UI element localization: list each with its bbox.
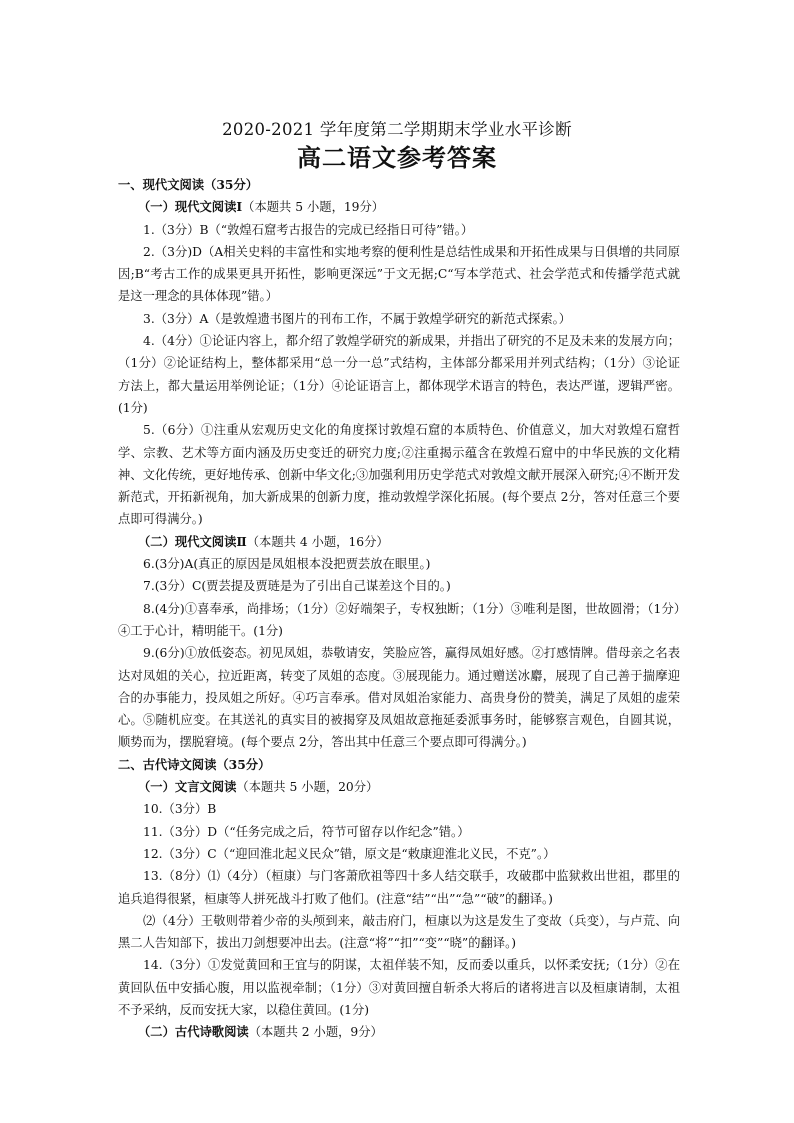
answer-item: 7.(3分）C(贾芸提及贾琏是为了引出自己谋差这个目的。): [143, 579, 451, 594]
subsection-note: （本题共 5 小题，20分）: [236, 780, 379, 795]
subsection-heading: [118, 1021, 680, 1043]
exam-title: 2020-2021 学年度第二学期期末学业水平诊断: [222, 120, 572, 139]
answer-item: 12.（3分）C（“迎回淮北起义民众”错，原文是“敕康迎淮北义民，不克”。）: [143, 846, 556, 861]
answer-item: 9.(6分)①放低姿态。初见凤姐，恭敬请安，笑脸应答，赢得凤姐好感。②打感情牌。借母亲之名表达对凤姐的关心，拉近距离，转变了凤姐的态度。③展现能力。通过赠送冰麝，展现了自己善于揣摩迎合的办事能力，投凤姐之所好。④巧言奉承。借对凤姐治家能力、高贵身份的赞美，满足了凤姐的虚荣心。⑤随机应变。在其送礼的真实目的被揭穿及凤姐故意拖延委派事务时，能够察言观色，自圆其说，顺势而为，摆脱窘境。(每个要点 2分，答出其中任意三个要点即可得满分。): [118, 646, 680, 750]
answer-item: ⑵（4分）王敬则带着少帝的头颅到来，敲击府门，桓康以为这是发生了变故（兵变），与卢荒、向黑二人告知部下，拔出刀剑想要冲出去。(注意“将”“扣”“变”“晓”的翻译。): [118, 913, 680, 951]
subsection-label: （一）文言文阅读: [138, 779, 237, 795]
answer-content: [118, 174, 680, 1044]
answer-item: 6.(3分)A(真正的原因是凤姐根本没把贾芸放在眼里。): [143, 557, 431, 572]
subsection-label: （一）现代文阅读Ⅰ: [138, 199, 243, 215]
answer-item: 14.（3分）①发觉黄回和王宜与的阴谋，太祖佯装不知，反而委以重兵，以怀柔安抚;（1分）②在黄回队伍中安插心腹，用以监视牵制；（1分）③对黄回擅自斩杀大将后的诸将进言以及桓康请制，太祖不予采纳，反而安抚大家，以稳住黄回。(1分): [118, 958, 680, 1017]
section-heading: 二、古代诗文阅读（35分）: [118, 756, 271, 772]
subsection-heading: [118, 196, 680, 218]
answer-item: 8.(4分)①喜奉承，尚排场；（1分）②好端架子，专权独断；（1分）③唯利是图，世故圆滑；（1分）④工于心计，精明能干。(1分): [118, 601, 680, 638]
subsection-label: （二）古代诗歌阅读: [138, 1024, 249, 1040]
subsection-label: （二）现代文阅读Ⅱ: [138, 533, 247, 549]
subsection-heading: [118, 531, 680, 553]
answer-item: 5.（6分）①注重从宏观历史文化的角度探讨敦煌石窟的本质特色、价值意义，加大对敦煌石窟哲学、宗教、艺术等方面内涵及历史变迁的研究力度;②注重揭示蕴含在敦煌石窟中的中华民族的文化精神、文化传统，更好地传承、创新中华文化;③加强利用历史学范式对敦煌文献开展深入研究;④不断开发新范式，开拓新视角，加大新成果的创新力度，推动敦煌学深化拓展。(每个要点 2分，答对任意三个要点即可得满分。): [118, 423, 680, 527]
answer-item: 3.（3分）A（是敦煌遗书图片的刊布工作，不属于敦煌学研究的新范式探索。）: [143, 311, 572, 326]
answer-item: 2.（3分)D（A相关史料的丰富性和实地考察的便利性是总结性成果和开拓性成果与日俱增的共同原因;B“考古工作的成果更具开拓性，影响更深远”于文无据;C“写本学范式、社会学范式和传播学范式就是这一理念的具体体现”错。）: [118, 244, 680, 304]
section-heading: 一、现代文阅读（35分）: [118, 177, 259, 192]
subsection-note: （本题共 4 小题，16分）: [246, 534, 389, 549]
answer-key-title: 高二语文参考答案: [297, 143, 497, 172]
subsection-note: （本题共 2 小题，9分）: [248, 1025, 383, 1040]
answer-item: 11.（3分）D（“任务完成之后，符节可留存以作纪念”错。）: [143, 824, 470, 839]
subsection-note: （本题共 5 小题，19分）: [242, 200, 385, 215]
answer-item: 13.（8分）⑴（4分）（桓康）与门客萧欣祖等四十多人结交联手，攻破郡中监狱救出世祖，郡里的追兵追得很紧，桓康等人拼死战斗打败了他们。(注意“结”“出”“急”“破”的翻译。): [118, 869, 680, 906]
answer-item: 4.（4分）①论证内容上，都介绍了敦煌学研究的新成果，并指出了研究的不足及未来的发展方向；（1分）②论证结构上，整体都采用“总一分一总”式结构，主体部分都采用并列式结构；（1分）③论证方法上，都大量运用举例论证；（1分）④论证语言上，都体现学术语言的特色，表达严谨，逻辑严密。(1分): [118, 334, 680, 415]
answer-item: 1.（3分）B（“敦煌石窟考古报告的完成已经指日可待”错。）: [143, 222, 474, 237]
answer-item: 10.（3分）B: [143, 802, 217, 817]
subsection-heading: [118, 776, 680, 798]
